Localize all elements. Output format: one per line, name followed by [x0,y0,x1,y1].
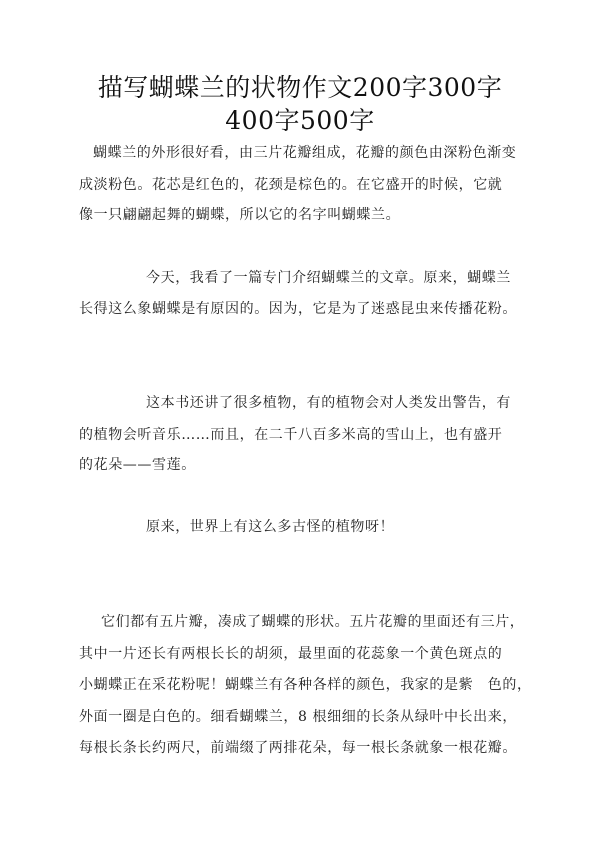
paragraph-3-line-3: 的花朵——雪莲。 [79,457,196,473]
paragraph-5-line-3: 小蝴蝶正在采花粉呢！蝴蝶兰有各种各样的颜色，我家的是紫 色的， [79,677,532,693]
paragraph-1-line-2: 成淡粉色。花芯是红色的，花颈是棕色的。在它盛开的时候，它就 [79,177,503,193]
paragraph-4-line-1: 原来，世界上有这么多古怪的植物呀！ [146,519,395,535]
paragraph-5-line-4: 外面一圈是白色的。细看蝴蝶兰，8 根细细的长条从绿叶中长出来， [79,709,517,725]
paragraph-3-line-2: 的植物会听音乐……而且，在二千八百多米高的雪山上，也有盛开 [79,427,503,443]
paragraph-3-line-1: 这本书还讲了很多植物，有的植物会对人类发出警告，有 [146,395,511,411]
paragraph-2-line-2: 长得这么象蝴蝶是有原因的。因为，它是为了迷惑昆虫来传播花粉。 [79,301,517,317]
paragraph-5-line-1: 它们都有五片瓣，凑成了蝴蝶的形状。五片花瓣的里面还有三片， [101,614,525,630]
paragraph-5-line-5: 每根长条长约两尺，前端缀了两排花朵，每一根长条就象一根花瓣。 [79,740,517,756]
paragraph-2-line-1: 今天，我看了一篇专门介绍蝴蝶兰的文章。原来，蝴蝶兰 [146,270,511,286]
paragraph-1-line-1: 蝴蝶兰的外形很好看，由三片花瓣组成，花瓣的颜色由深粉色渐变 [93,145,517,161]
document-title-line-1: 描写蝴蝶兰的状物作文200字300字 [97,73,503,102]
paragraph-1-line-3: 像一只翩翩起舞的蝴蝶，所以它的名字叫蝴蝶兰。 [79,207,401,223]
paragraph-5-line-2: 其中一片还长有两根长长的胡须，最里面的花蕊象一个黄色斑点的 [79,646,503,662]
document-title-line-2: 400字500字 [225,106,375,135]
